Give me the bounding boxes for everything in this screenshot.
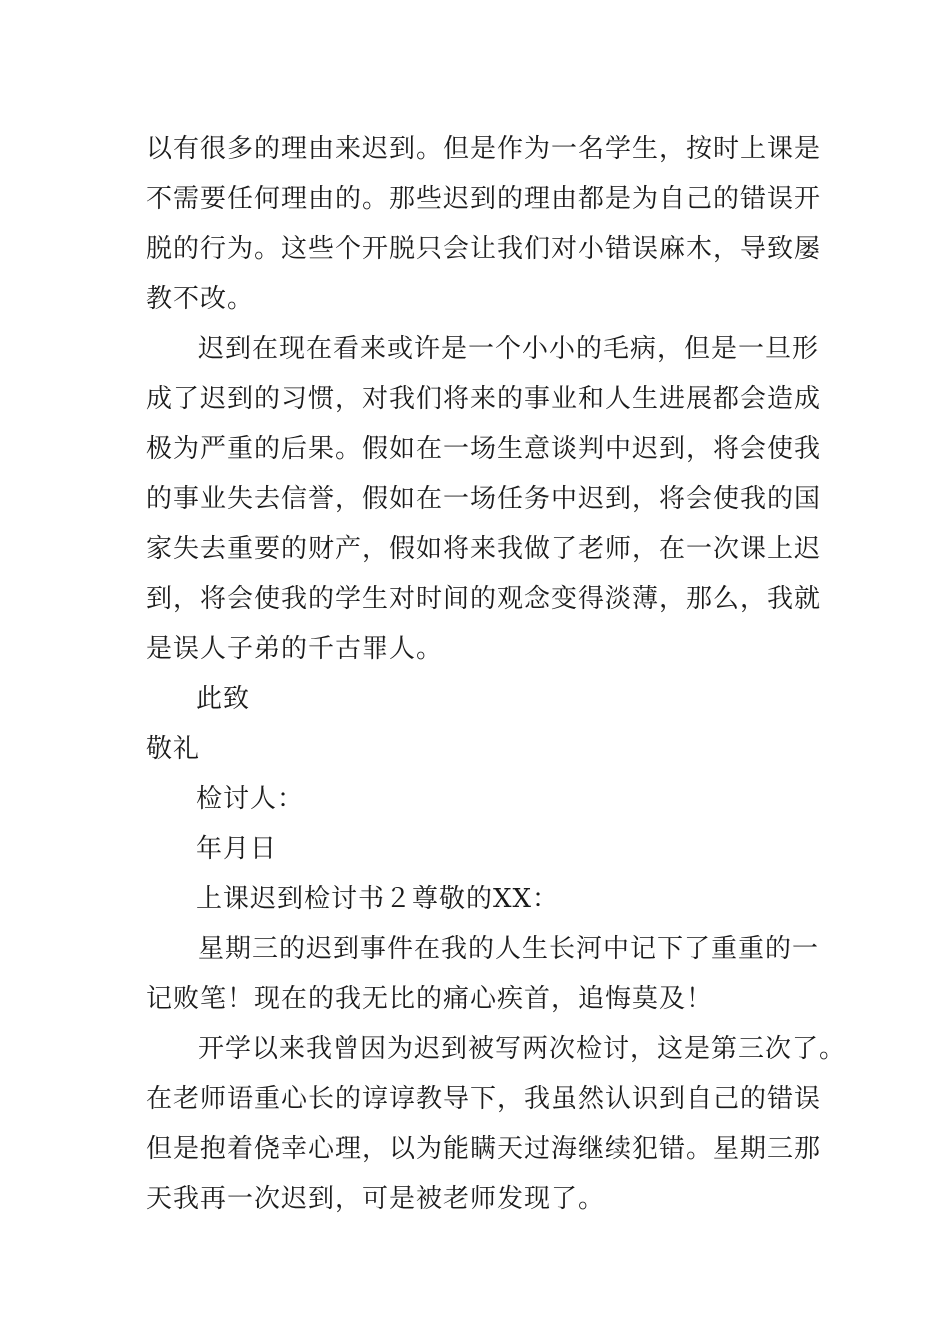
text-line: 以有很多的理由来迟到。但是作为一名学生，按时上课是: [146, 134, 822, 164]
text-line: 记败笔！现在的我无比的痛心疾首，追悔莫及！: [146, 984, 714, 1014]
text-line: 脱的行为。这些个开脱只会让我们对小错误麻木，导致屡: [146, 234, 822, 264]
text-line: 成了迟到的习惯，对我们将来的事业和人生进展都会造成: [146, 384, 822, 414]
text-line: 在老师语重心长的谆谆教导下，我虽然认识到自己的错误: [146, 1084, 822, 1114]
text-line: 的事业失去信誉，假如在一场任务中迟到，将会使我的国: [146, 484, 822, 514]
text-line: 家失去重要的财产，假如将来我做了老师，在一次课上迟: [146, 534, 822, 564]
paragraph-first-line: 迟到在现在看来或许是一个小小的毛病，但是一旦形: [198, 334, 820, 364]
date-label: 年月日: [196, 834, 278, 864]
paragraph-first-line: 星期三的迟到事件在我的人生长河中记下了重重的一: [198, 934, 820, 964]
text-line: 是误人子弟的千古罪人。: [146, 634, 444, 664]
text-line: 到，将会使我的学生对时间的观念变得淡薄，那么，我就: [146, 584, 822, 614]
text-line: 不需要任何理由的。那些迟到的理由都是为自己的错误开: [146, 184, 822, 214]
closing-salutation: 此致: [196, 684, 251, 714]
paragraph-first-line: 开学以来我曾因为迟到被写两次检讨，这是第三次了。: [198, 1034, 847, 1064]
closing-regards: 敬礼: [146, 734, 201, 764]
document-body: [146, 124, 847, 1224]
section-heading: 上课迟到检讨书２尊敬的XX：: [196, 884, 560, 914]
text-line: 天我再一次迟到，可是被老师发现了。: [146, 1184, 606, 1214]
text-line: 极为严重的后果。假如在一场生意谈判中迟到，将会使我: [146, 434, 822, 464]
signature-label: 检讨人：: [196, 784, 305, 814]
text-line: 教不改。: [146, 284, 255, 314]
text-line: 但是抱着侥幸心理，以为能瞒天过海继续犯错。星期三那: [146, 1134, 822, 1164]
